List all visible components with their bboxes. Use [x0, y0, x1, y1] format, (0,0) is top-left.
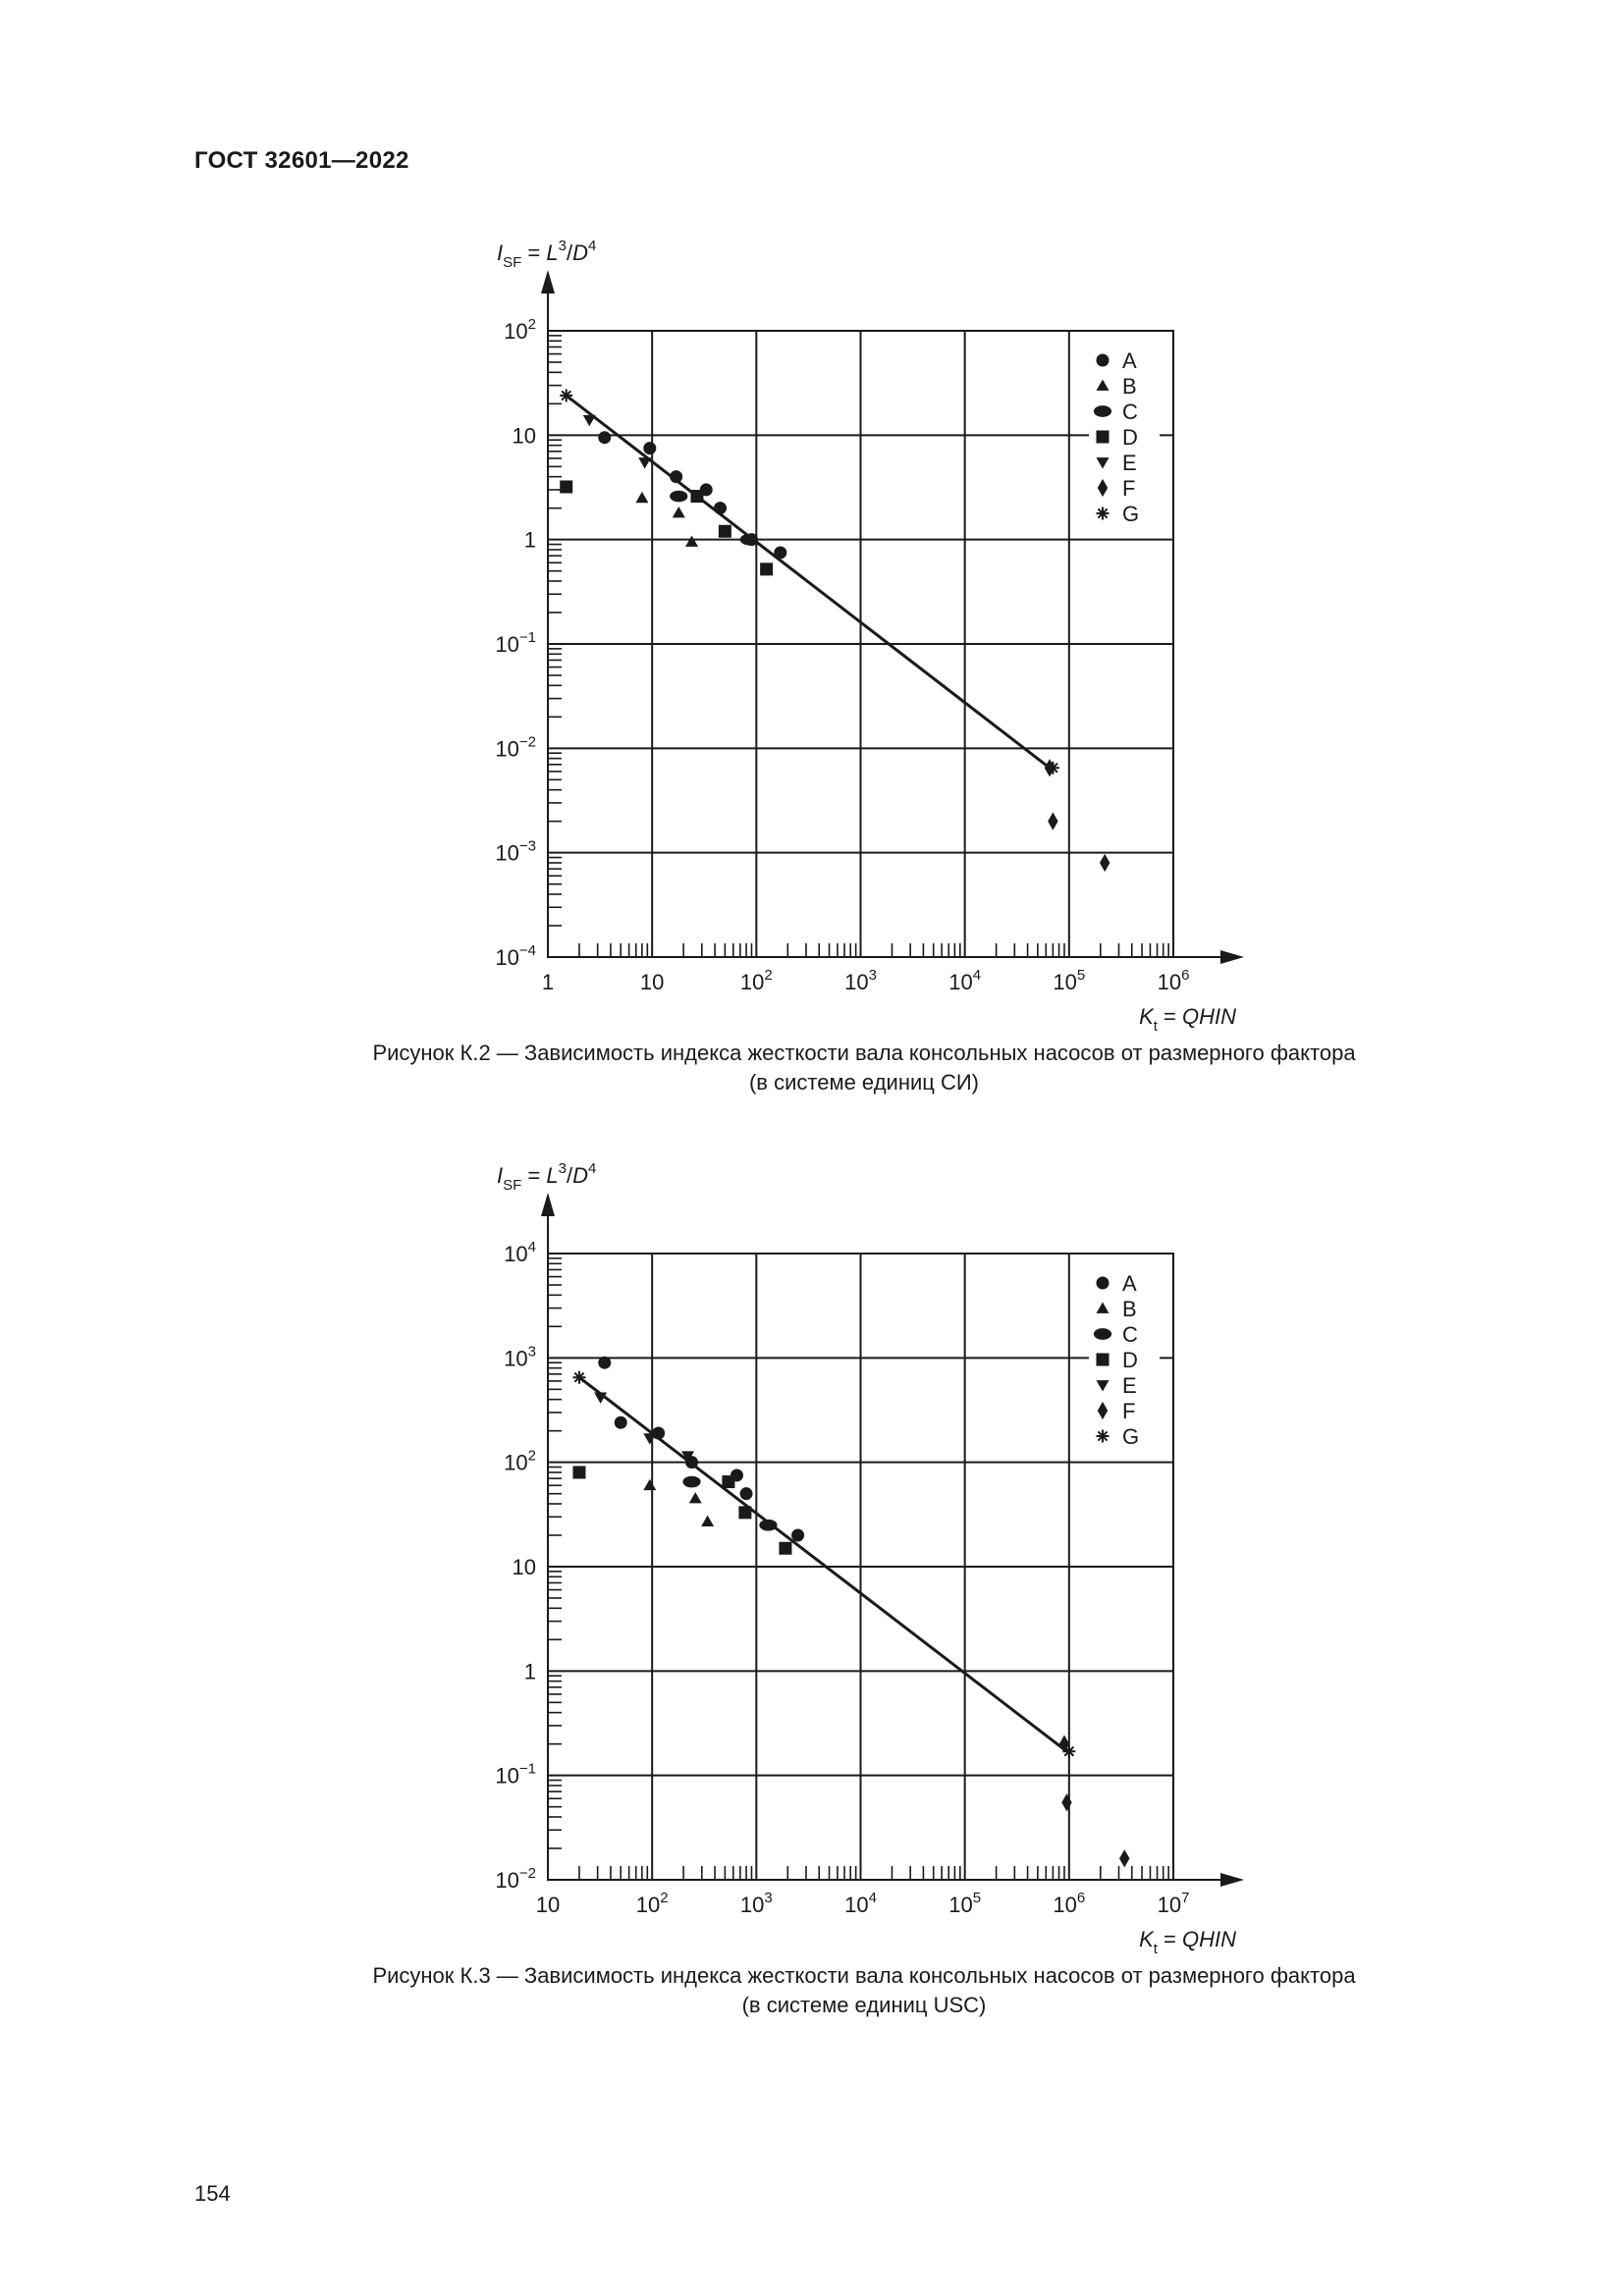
- legend-label-c: C: [1122, 400, 1138, 424]
- data-point-c: [740, 534, 758, 546]
- y-tick-label: $10^4$: [504, 1239, 536, 1266]
- legend-label-a: A: [1122, 348, 1137, 373]
- x-axis-arrow: [1220, 950, 1244, 964]
- x-tick-label: $10^6$: [1053, 1890, 1086, 1917]
- legend-marker-a: [1097, 1277, 1110, 1290]
- y-axis-label: $I_{SF} = L^3/D^4$: [497, 238, 597, 271]
- legend-label-b: B: [1122, 1297, 1137, 1321]
- y-tick-label: 1: [523, 1659, 536, 1684]
- data-point-g: [560, 389, 572, 401]
- x-axis-arrow: [1220, 1873, 1244, 1887]
- data-point-a: [740, 1487, 753, 1500]
- data-point-d: [560, 480, 572, 493]
- data-point-b: [643, 1479, 656, 1490]
- legend-label-d: D: [1122, 1348, 1138, 1372]
- data-point-g: [1047, 762, 1059, 774]
- data-point-f: [1048, 813, 1057, 830]
- x-tick-label: $10^4$: [844, 1890, 877, 1917]
- data-point-b: [701, 1516, 714, 1526]
- legend-marker-c: [1094, 1328, 1111, 1340]
- data-point-a: [598, 1357, 611, 1369]
- x-tick-label: 10: [535, 1893, 561, 1917]
- data-point-g: [572, 1371, 585, 1384]
- x-tick-label: 1: [541, 970, 555, 994]
- data-point-f: [1119, 1849, 1129, 1867]
- x-tick-label: $10^6$: [1157, 967, 1190, 994]
- data-point-a: [670, 470, 682, 483]
- y-axis-arrow: [541, 270, 555, 294]
- y-tick-label: 1: [523, 527, 536, 553]
- legend-label-f: F: [1122, 1399, 1136, 1423]
- figure-caption-k2: [245, 1039, 1483, 1097]
- data-point-a: [714, 502, 727, 514]
- data-point-b: [689, 1492, 702, 1503]
- y-axis-arrow: [541, 1193, 555, 1216]
- document-header: ГОСТ 32601—2022: [194, 147, 409, 174]
- data-point-b: [685, 536, 698, 547]
- legend-label-g: G: [1122, 1424, 1140, 1449]
- figure-caption-k3: [245, 1961, 1483, 2020]
- caption-k2-line2: (в системе единиц СИ): [748, 1070, 979, 1095]
- data-point-b: [635, 492, 648, 503]
- x-tick-label: $10^3$: [739, 1890, 773, 1917]
- data-point-d: [719, 525, 731, 538]
- y-tick-label: $10^{-3}$: [495, 837, 536, 866]
- y-tick-label: $10^{-2}$: [495, 1865, 536, 1893]
- caption-k3-line2: (в системе единиц USC): [741, 1993, 987, 2017]
- y-axis-label: $I_{SF} = L^3/D^4$: [497, 1160, 597, 1194]
- data-point-d: [779, 1542, 791, 1555]
- x-tick-label: $10^5$: [948, 1890, 982, 1917]
- data-point-d: [572, 1466, 585, 1478]
- data-point-c: [670, 491, 687, 503]
- data-point-d: [690, 490, 703, 503]
- data-point-d: [738, 1506, 751, 1519]
- x-tick-label: $10^5$: [1053, 967, 1086, 994]
- y-tick-label: $10^2$: [504, 316, 536, 344]
- data-point-a: [774, 546, 786, 559]
- x-tick-label: $10^3$: [844, 967, 877, 994]
- caption-k2-line1: Рисунок К.2 — Зависимость индекса жесткости вала консольных насосов от размерного фактора: [372, 1041, 1356, 1065]
- data-point-f: [1100, 854, 1110, 872]
- legend-label-a: A: [1122, 1271, 1137, 1296]
- page-number: 154: [194, 2181, 231, 2206]
- x-axis-label: $K_t$ = QHIN: [1139, 1927, 1236, 1957]
- data-point-c: [682, 1476, 700, 1488]
- y-tick-label: $10^3$: [504, 1343, 536, 1371]
- legend-label-c: C: [1122, 1322, 1138, 1347]
- data-point-a: [791, 1528, 804, 1541]
- legend-label-e: E: [1122, 451, 1137, 475]
- legend-marker-c: [1094, 405, 1111, 417]
- y-tick-label: $10^{-4}$: [495, 942, 536, 970]
- data-point-c: [759, 1520, 777, 1531]
- data-point-a: [598, 431, 611, 444]
- y-tick-label: 10: [512, 423, 536, 449]
- data-point-e: [643, 1433, 656, 1444]
- data-point-a: [615, 1416, 627, 1429]
- y-tick-label: $10^{-1}$: [495, 1760, 536, 1789]
- trend-line: [567, 396, 1050, 768]
- x-tick-label: $10^2$: [739, 967, 773, 994]
- x-tick-label: $10^4$: [948, 967, 982, 994]
- legend-label-g: G: [1122, 502, 1140, 526]
- data-point-b: [673, 507, 685, 517]
- legend-marker-d: [1097, 431, 1110, 444]
- x-tick-label: 10: [639, 970, 665, 994]
- data-point-e: [583, 415, 596, 426]
- data-point-d: [722, 1475, 734, 1488]
- data-point-f: [1061, 1793, 1071, 1811]
- legend-marker-d: [1097, 1354, 1110, 1366]
- legend-label-b: B: [1122, 374, 1137, 399]
- legend-label-e: E: [1122, 1373, 1137, 1398]
- x-axis-label: $K_t$ = QHIN: [1139, 1004, 1236, 1035]
- caption-k3-line1: Рисунок К.3 — Зависимость индекса жесткости вала консольных насосов от размерного фактора: [372, 1963, 1356, 1988]
- data-point-g: [1062, 1745, 1075, 1758]
- legend-label-f: F: [1122, 476, 1136, 501]
- data-point-a: [643, 442, 656, 454]
- legend-marker-g: [1097, 507, 1110, 520]
- legend-marker-g: [1097, 1430, 1110, 1443]
- legend-marker-a: [1097, 354, 1110, 367]
- y-tick-label: 10: [512, 1555, 536, 1579]
- data-point-e: [638, 457, 651, 468]
- chart-k3-usc: [442, 1144, 1247, 1957]
- data-point-a: [652, 1427, 665, 1440]
- y-tick-label: $10^{-2}$: [495, 733, 536, 762]
- data-point-d: [760, 562, 773, 575]
- legend-label-d: D: [1122, 425, 1138, 450]
- chart-k2-si: [442, 221, 1247, 1035]
- y-tick-label: $10^2$: [504, 1447, 536, 1475]
- x-tick-label: $10^7$: [1157, 1890, 1190, 1917]
- y-tick-label: $10^{-1}$: [495, 629, 536, 657]
- x-tick-label: $10^2$: [635, 1890, 669, 1917]
